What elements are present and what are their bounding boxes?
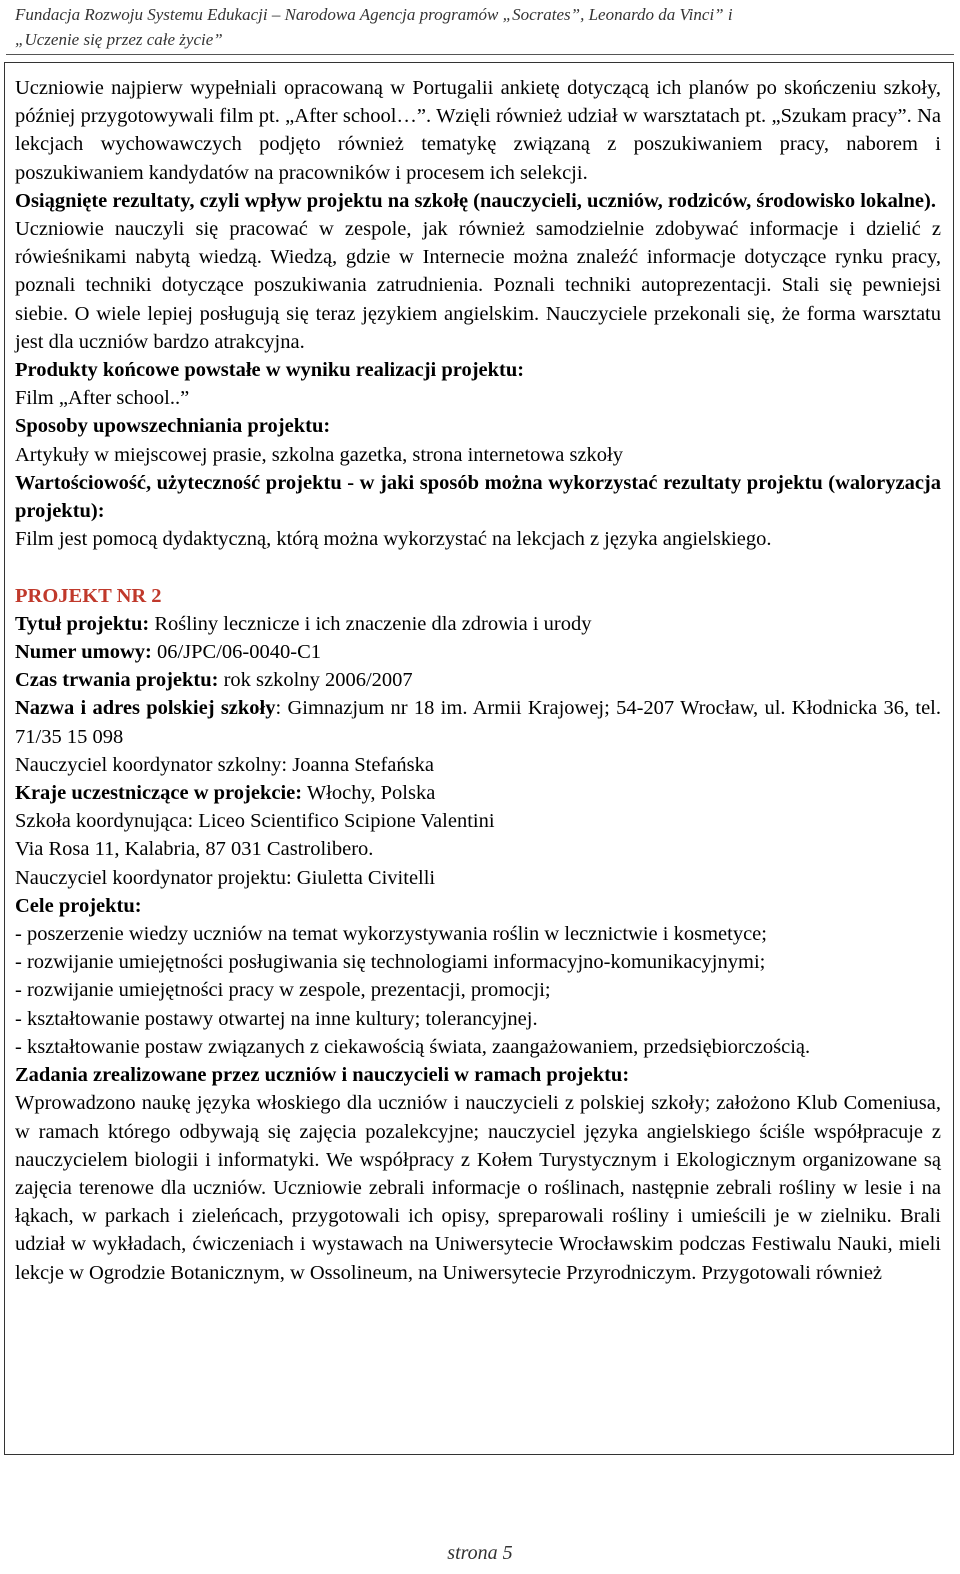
participating-countries — [15, 779, 941, 807]
school-address-label: Nazwa i adres polskiej szkoły — [15, 697, 276, 720]
section-gap — [15, 553, 941, 581]
running-header — [15, 2, 945, 52]
dissemination-heading: Sposoby upowszechniania projektu: — [15, 415, 331, 438]
goal-item: - kształtowanie postaw związanych z ciekawością świata, zaangażowaniem, przedsiębiorczością. — [15, 1035, 811, 1058]
contract-number-value: 06/JPC/06-0040-C1 — [151, 641, 321, 664]
valorisation-heading: Wartościowość, użyteczność projektu - w jaki sposób można wykorzystać rezultaty projektu (waloryzacja projektu): — [15, 471, 941, 523]
document-body — [15, 74, 941, 1287]
goals-heading: Cele projektu: — [15, 894, 142, 917]
goal-item: - kształtowanie postawy otwartej na inne kultury; tolerancyjnej. — [15, 1007, 538, 1030]
participating-countries-value: Włochy, Polska — [302, 782, 436, 805]
school-coordinator: Nauczyciel koordynator szkolny: Joanna Stefańska — [15, 753, 434, 776]
tasks-text: Wprowadzono naukę języka włoskiego dla uczniów i nauczycieli z polskiej szkoły; założono Klub Comeniusa, w ramach którego odbywają się zajęcia pozalekcyjne; nauczyciel języka angielskiego ściśle współpracuje z nauczycielem biologii i informatyki. We współpracy z Kołem Turystycznym i Ekologicznym organizowane są zajęcia terenowe dla uczniów. Uczniowie zebrali informacje o roślinach, następnie zebrali rośliny w lesie i na łąkach, w parkach i zieleńcach, przygotowali ich opisy, spreparowali rośliny i umieścili je w zielniku. Brali udział w wykładach, ćwiczeniach i wystawach na Uniwersytecie Wrocławskim podczas Festiwalu Nauki, mieli lekcje w Ogrodzie Botanicznym, w Ossolineum, na Uniwersytecie Przyrodniczym. Przygotowali również — [15, 1092, 941, 1284]
participating-countries-label: Kraje uczestniczące w projekcie: — [15, 782, 303, 805]
results-heading: Osiągnięte rezultaty, czyli wpływ projektu na szkołę (nauczycieli, uczniów, rodziców, środowisko lokalne). — [15, 189, 936, 212]
school-address — [15, 694, 941, 750]
header-line-1: Fundacja Rozwoju Systemu Edukacji – Narodowa Agencja programów „Socrates”, Leonardo da Vinci” i — [15, 5, 733, 24]
project-coordinator: Nauczyciel koordynator projektu: Giuletta Civitelli — [15, 866, 436, 889]
project-duration-value: rok szkolny 2006/2007 — [218, 669, 413, 692]
contract-number-label: Numer umowy: — [15, 641, 152, 664]
goal-item: - rozwijanie umiejętności pracy w zespole, prezentacji, promocji; — [15, 979, 551, 1002]
dissemination-text: Artykuły w miejscowej prasie, szkolna gazetka, strona internetowa szkoły — [15, 443, 623, 466]
project-2-title: PROJEKT NR 2 — [15, 584, 162, 607]
page-number: strona 5 — [447, 1542, 513, 1564]
project-topic — [15, 610, 941, 638]
project-topic-value: Rośliny lecznicze i ich znaczenie dla zdrowia i urody — [149, 612, 592, 635]
header-line-2: „Uczenie się przez całe życie” — [15, 30, 223, 49]
results-text: Uczniowie nauczyli się pracować w zespole, jak również samodzielnie zdobywać informacje i dzielić z rówieśnikami nabytą wiedzą. Wiedzą, gdzie w Internecie można znaleźć informacje dotyczące rynku pracy, poznali techniki dotyczące poszukiwania zatrudnienia. Poznali techniki autoprezentacji. Stali się pewniejsi siebie. O wiele lepiej posługują się teraz językiem angielskim. Nauczyciele przekonali się, że forma warsztatu jest dla uczniów bardzo atrakcyjna. — [15, 218, 941, 353]
project-duration-label: Czas trwania projektu: — [15, 669, 219, 692]
goal-item: - poszerzenie wiedzy uczniów na temat wykorzystywania roślin w lecznictwie i kosmetyce; — [15, 923, 767, 946]
school-address-value: : Gimnazjum nr 18 im. Armii Krajowej; 54-207 Wrocław, ul. Kłodnicka 36, tel. 71/35 15 098 — [15, 697, 941, 748]
valorisation-text: Film jest pomocą dydaktyczną, którą można wykorzystać na lekcjach z języka angielskiego. — [15, 528, 772, 551]
coordinating-school: Szkoła koordynująca: Liceo Scientifico Scipione Valentini — [15, 810, 495, 833]
contract-number — [15, 638, 941, 666]
products-heading: Produkty końcowe powstałe w wyniku realizacji projektu: — [15, 359, 525, 382]
goal-item: - rozwijanie umiejętności posługiwania się technologiami informacyjno-komunikacyjnymi; — [15, 951, 766, 974]
project-topic-label: Tytuł projektu: — [15, 612, 150, 635]
header-divider — [6, 54, 954, 55]
products-text: Film „After school..” — [15, 387, 190, 410]
project-duration — [15, 666, 941, 694]
coordinating-school-address: Via Rosa 11, Kalabria, 87 031 Castrolibero. — [15, 838, 374, 861]
tasks-heading: Zadania zrealizowane przez uczniów i nauczycieli w ramach projektu: — [15, 1064, 630, 1087]
intro-paragraph: Uczniowie najpierw wypełniali opracowaną w Portugalii ankietę dotyczącą ich planów po skończeniu szkoły, później przygotowywali film pt. „After school…”. Wzięli również udział w warsztatach pt. „Szukam pracy”. Na lekcjach wychowawczych podjęto również tematykę związaną z poszukiwaniem pracy, naborem i poszukiwaniem kandydatów na pracowników i procesem ich selekcji. — [15, 77, 941, 184]
